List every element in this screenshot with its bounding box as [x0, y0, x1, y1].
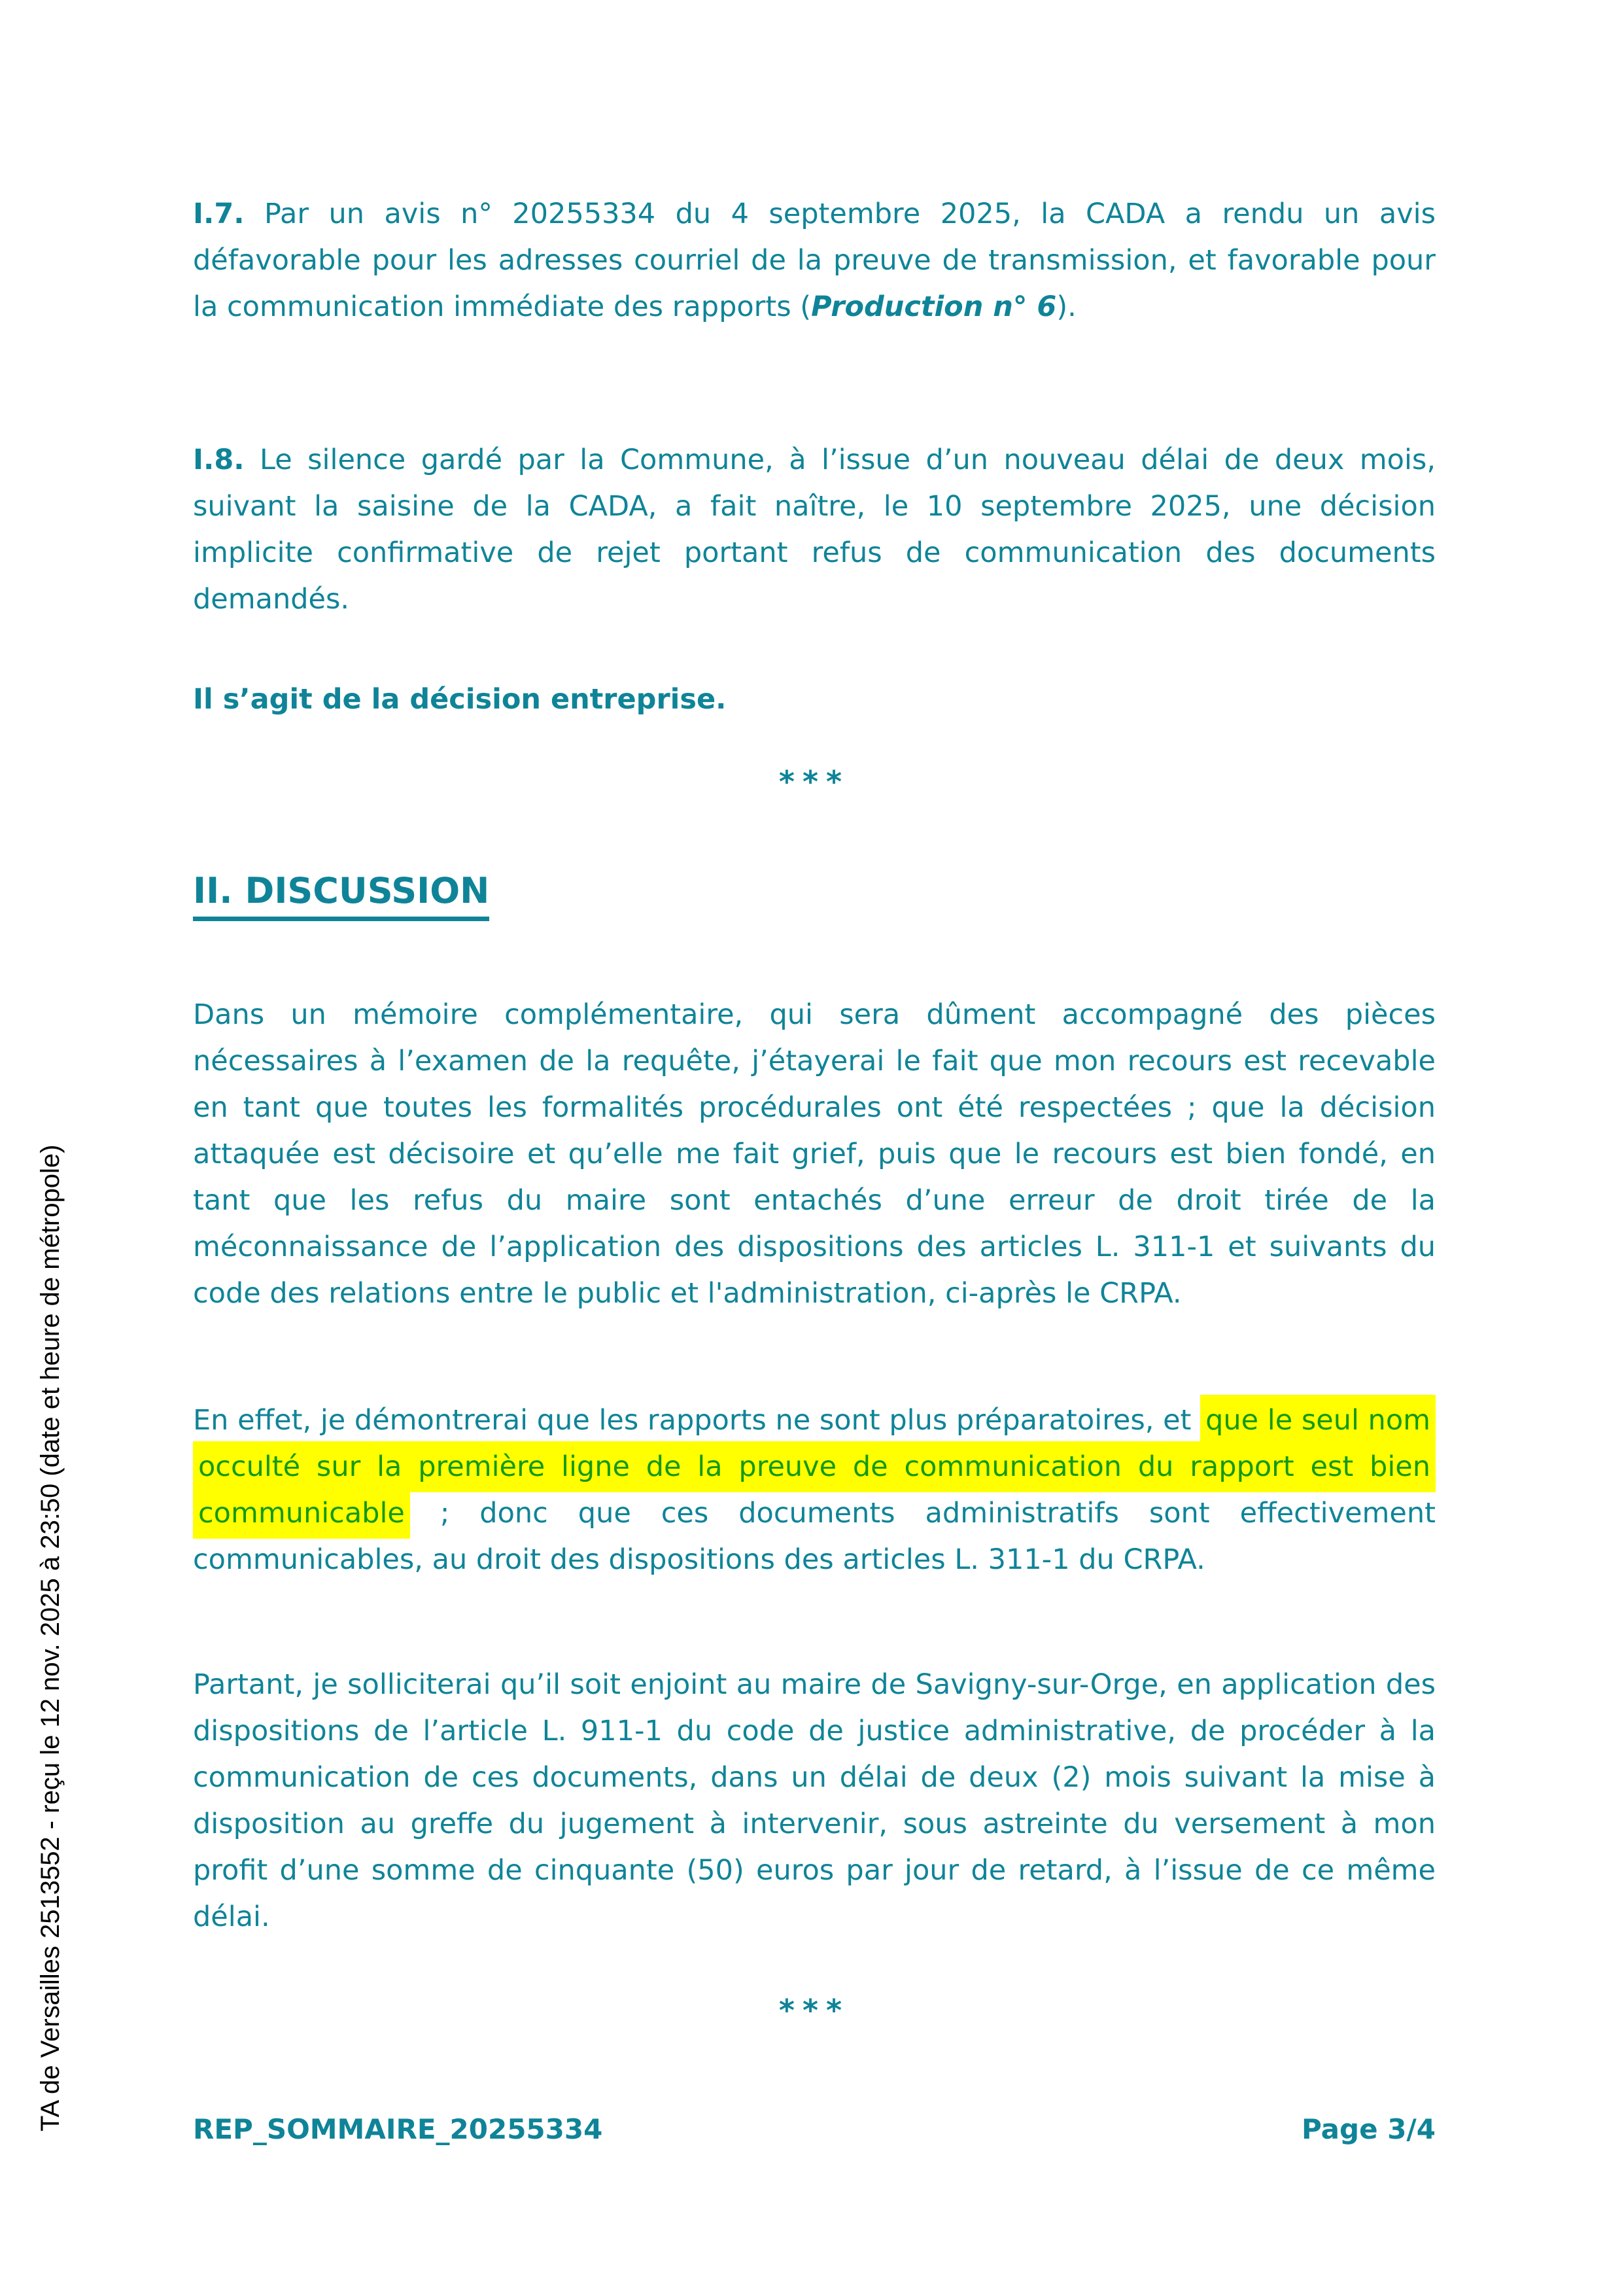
paragraph-i8-text: Le silence gardé par la Commune, à l’issue d’un nouveau délai de deux mois, suivant la saisine de la CADA, a fait naître, le 10 septembre 2025, une décision implicite confirmative de rejet portant refus de communication des documents demandés.	[193, 444, 1436, 616]
paragraph-i8	[193, 437, 1436, 623]
decision-statement: Il s’agit de la décision entreprise.	[193, 683, 727, 716]
highlighted-passage: que le seul nom occulté sur la première ligne de la preuve de communication du rapport est bien communicable	[193, 1395, 1436, 1539]
discussion-heading-text: II. DISCUSSION	[193, 870, 489, 921]
footer-page-number: Page 3/4	[1302, 2113, 1436, 2145]
paragraph-i7	[193, 191, 1436, 330]
paragraph-injonction: Partant, je solliciterai qu’il soit enjoint au maire de Savigny-sur-Orge, en application des dispositions de l’article L. 911-1 du code de justice administrative, de procéder à la communication de ces documents, dans un délai de deux (2) mois suivant la mise à disposition au greffe du jugement à intervenir, sous astreinte du versement à mon profit d’une somme de cinquante (50) euros par jour de retard, à l’issue de ce même délai.	[193, 1668, 1436, 1933]
paragraph-i8-number: I.8.	[193, 444, 245, 476]
section-separator-top: ***	[778, 764, 850, 799]
paragraph-demonstration	[193, 1397, 1436, 1583]
paragraph-demonstration-text-end: ; donc que ces documents administratifs sont effectivement communicables, au droit des dispositions des articles L. 311-1 du CRPA.	[193, 1497, 1436, 1576]
paragraph-i7-number: I.7.	[193, 198, 245, 230]
page-footer	[193, 2113, 1436, 2145]
production-reference: Production n° 6	[811, 290, 1057, 323]
paragraph-i7-text-end: ).	[1056, 290, 1077, 323]
paragraph-memoire: Dans un mémoire complémentaire, qui sera dûment accompagné des pièces nécessaires à l’examen de la requête, j’étayerai le fait que mon recours est recevable en tant que toutes les formalités procédurales ont été respectées ; que la décision attaquée est décisoire et qu’elle me fait grief, puis que le recours est bien fondé, en tant que les refus du maire sont entachés d’une erreur de droit tirée de la méconnaissance de l’application des dispositions des articles L. 311-1 et suivants du code des relations entre le public et l'administration, ci-après le CRPA.	[193, 998, 1436, 1310]
court-receipt-stamp: TA de Versailles 2513552 - reçu le 12 nov. 2025 à 23:50 (date et heure de métropole)	[36, 1144, 65, 2131]
discussion-heading	[193, 870, 1436, 921]
footer-document-reference: REP_SOMMAIRE_20255334	[193, 2113, 603, 2145]
paragraph-demonstration-text-start: En effet, je démontrerai que les rapports ne sont plus préparatoires, et	[193, 1404, 1201, 1437]
section-separator-bottom: ***	[778, 1993, 850, 2028]
paragraph-i7-text: Par un avis n° 20255334 du 4 septembre 2025, la CADA a rendu un avis défavorable pour les adresses courriel de la preuve de transmission, et favorable pour la communication immédiate des rapports (	[193, 198, 1436, 323]
